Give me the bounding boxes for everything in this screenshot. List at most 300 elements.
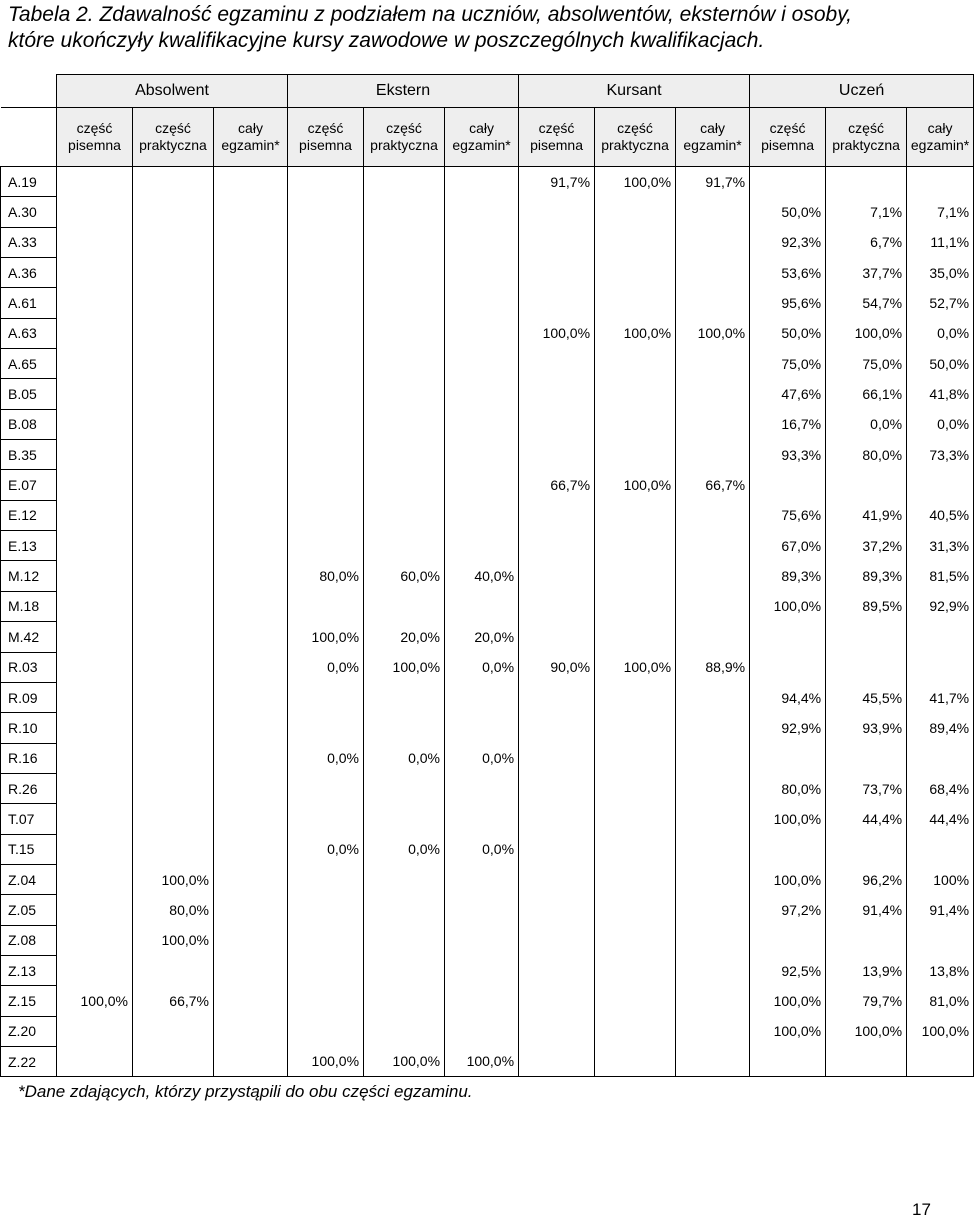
value-cell xyxy=(519,197,595,227)
qualification-code: M.12 xyxy=(1,561,57,591)
value-cell: 73,7% xyxy=(826,773,907,803)
value-cell xyxy=(364,440,445,470)
value-cell xyxy=(133,440,214,470)
value-cell: 75,0% xyxy=(750,349,826,379)
value-cell xyxy=(595,258,676,288)
qualification-code: E.07 xyxy=(1,470,57,500)
value-cell: 91,7% xyxy=(519,167,595,197)
value-cell: 0,0% xyxy=(364,834,445,864)
value-cell xyxy=(750,652,826,682)
table-row xyxy=(1,682,974,712)
table-row xyxy=(1,773,974,803)
value-cell xyxy=(676,1016,750,1046)
value-cell xyxy=(595,955,676,985)
value-cell xyxy=(133,561,214,591)
value-cell xyxy=(214,379,288,409)
value-cell xyxy=(519,379,595,409)
table-row xyxy=(1,318,974,348)
group-header-ekstern: Ekstern xyxy=(288,75,519,108)
value-cell xyxy=(519,986,595,1016)
value-cell xyxy=(445,470,519,500)
value-cell xyxy=(214,167,288,197)
qualification-code: B.08 xyxy=(1,409,57,439)
value-cell: 0,0% xyxy=(288,652,364,682)
value-cell xyxy=(288,227,364,257)
value-cell xyxy=(826,1046,907,1076)
value-cell xyxy=(364,682,445,712)
value-cell: 92,9% xyxy=(750,713,826,743)
value-cell: 66,1% xyxy=(826,379,907,409)
value-cell xyxy=(364,500,445,530)
value-cell xyxy=(57,743,133,773)
value-cell: 37,7% xyxy=(826,258,907,288)
subcol-header-line1: część xyxy=(76,120,113,136)
qualification-code: R.16 xyxy=(1,743,57,773)
subcol-header xyxy=(57,108,133,167)
table-row xyxy=(1,652,974,682)
value-cell: 13,8% xyxy=(907,955,974,985)
subcol-header xyxy=(907,108,974,167)
value-cell: 100,0% xyxy=(595,470,676,500)
value-cell xyxy=(595,864,676,894)
value-cell: 37,2% xyxy=(826,531,907,561)
value-cell xyxy=(519,409,595,439)
value-cell xyxy=(133,531,214,561)
table-row xyxy=(1,804,974,834)
value-cell xyxy=(288,1016,364,1046)
subcol-header xyxy=(595,108,676,167)
value-cell xyxy=(519,531,595,561)
subcol-header xyxy=(364,108,445,167)
value-cell xyxy=(595,804,676,834)
value-cell xyxy=(288,713,364,743)
value-cell xyxy=(288,804,364,834)
subcol-header xyxy=(288,108,364,167)
value-cell xyxy=(519,773,595,803)
value-cell xyxy=(57,500,133,530)
value-cell xyxy=(445,682,519,712)
qualification-code: A.61 xyxy=(1,288,57,318)
subcol-header xyxy=(826,108,907,167)
value-cell: 100,0% xyxy=(907,1016,974,1046)
value-cell xyxy=(214,713,288,743)
value-cell xyxy=(750,1046,826,1076)
value-cell xyxy=(288,682,364,712)
value-cell xyxy=(133,955,214,985)
value-cell xyxy=(519,955,595,985)
value-cell xyxy=(288,258,364,288)
value-cell xyxy=(364,531,445,561)
value-cell xyxy=(57,531,133,561)
value-cell: 7,1% xyxy=(826,197,907,227)
value-cell: 6,7% xyxy=(826,227,907,257)
subcol-header-line2: praktyczna xyxy=(370,137,438,153)
value-cell: 100,0% xyxy=(595,652,676,682)
value-cell xyxy=(57,288,133,318)
value-cell xyxy=(57,349,133,379)
value-cell xyxy=(676,197,750,227)
value-cell xyxy=(214,440,288,470)
value-cell xyxy=(676,804,750,834)
value-cell xyxy=(133,288,214,318)
table-row xyxy=(1,227,974,257)
qualification-code: Z.04 xyxy=(1,864,57,894)
value-cell: 80,0% xyxy=(133,895,214,925)
value-cell: 41,7% xyxy=(907,682,974,712)
qualification-code: Z.20 xyxy=(1,1016,57,1046)
value-cell xyxy=(445,500,519,530)
qualification-code: Z.22 xyxy=(1,1046,57,1076)
value-cell xyxy=(750,470,826,500)
value-cell xyxy=(595,743,676,773)
value-cell xyxy=(676,227,750,257)
value-cell: 75,0% xyxy=(826,349,907,379)
value-cell xyxy=(519,349,595,379)
value-cell xyxy=(595,925,676,955)
qualification-code: B.35 xyxy=(1,440,57,470)
value-cell xyxy=(676,531,750,561)
group-header-absolwent: Absolwent xyxy=(57,75,288,108)
table-row xyxy=(1,470,974,500)
value-cell xyxy=(214,531,288,561)
value-cell: 40,5% xyxy=(907,500,974,530)
value-cell xyxy=(595,1016,676,1046)
value-cell xyxy=(445,349,519,379)
value-cell: 100,0% xyxy=(595,167,676,197)
value-cell xyxy=(595,986,676,1016)
value-cell: 93,9% xyxy=(826,713,907,743)
value-cell xyxy=(133,349,214,379)
value-cell xyxy=(288,197,364,227)
value-cell: 20,0% xyxy=(364,622,445,652)
value-cell: 45,5% xyxy=(826,682,907,712)
value-cell xyxy=(364,925,445,955)
value-cell xyxy=(288,531,364,561)
results-table xyxy=(0,74,974,1077)
value-cell xyxy=(288,955,364,985)
qualification-code: R.26 xyxy=(1,773,57,803)
value-cell xyxy=(214,986,288,1016)
value-cell xyxy=(364,1016,445,1046)
value-cell: 100% xyxy=(907,864,974,894)
value-cell xyxy=(364,470,445,500)
value-cell xyxy=(57,804,133,834)
value-cell xyxy=(445,804,519,834)
value-cell xyxy=(445,167,519,197)
value-cell: 96,2% xyxy=(826,864,907,894)
value-cell xyxy=(676,440,750,470)
subcol-header-line1: cały xyxy=(469,120,494,136)
subcol-header xyxy=(133,108,214,167)
qualification-code: R.03 xyxy=(1,652,57,682)
value-cell xyxy=(826,834,907,864)
table-row xyxy=(1,864,974,894)
value-cell xyxy=(445,895,519,925)
value-cell xyxy=(445,288,519,318)
value-cell xyxy=(57,1016,133,1046)
value-cell: 93,3% xyxy=(750,440,826,470)
subcol-header-line1: część xyxy=(617,120,653,136)
value-cell xyxy=(288,500,364,530)
value-cell xyxy=(595,561,676,591)
qualification-code: E.12 xyxy=(1,500,57,530)
value-cell xyxy=(364,227,445,257)
value-cell: 52,7% xyxy=(907,288,974,318)
value-cell xyxy=(214,955,288,985)
value-cell xyxy=(676,409,750,439)
value-cell xyxy=(214,1046,288,1076)
value-cell xyxy=(445,531,519,561)
table-row xyxy=(1,258,974,288)
value-cell xyxy=(907,1046,974,1076)
subcol-header xyxy=(445,108,519,167)
value-cell xyxy=(750,925,826,955)
value-cell xyxy=(133,591,214,621)
value-cell: 100,0% xyxy=(595,318,676,348)
value-cell: 92,9% xyxy=(907,591,974,621)
value-cell xyxy=(214,834,288,864)
table-row xyxy=(1,561,974,591)
value-cell: 100,0% xyxy=(288,622,364,652)
qualification-code: T.15 xyxy=(1,834,57,864)
value-cell xyxy=(133,258,214,288)
subcol-header-line2: pisemna xyxy=(68,137,121,153)
value-cell xyxy=(288,864,364,894)
value-cell xyxy=(57,440,133,470)
value-cell xyxy=(445,1016,519,1046)
value-cell xyxy=(519,925,595,955)
value-cell xyxy=(133,409,214,439)
value-cell xyxy=(57,682,133,712)
qualification-code: Z.05 xyxy=(1,895,57,925)
value-cell xyxy=(57,227,133,257)
qualification-code: M.42 xyxy=(1,622,57,652)
value-cell xyxy=(445,197,519,227)
qualification-code: B.05 xyxy=(1,379,57,409)
table-row xyxy=(1,925,974,955)
value-cell xyxy=(288,440,364,470)
value-cell xyxy=(595,773,676,803)
value-cell: 100,0% xyxy=(750,591,826,621)
subcol-header xyxy=(750,108,826,167)
value-cell xyxy=(364,349,445,379)
value-cell xyxy=(826,622,907,652)
value-cell: 0,0% xyxy=(364,743,445,773)
value-cell: 80,0% xyxy=(826,440,907,470)
value-cell: 50,0% xyxy=(907,349,974,379)
value-cell xyxy=(676,682,750,712)
value-cell: 100,0% xyxy=(57,986,133,1016)
value-cell xyxy=(676,925,750,955)
value-cell xyxy=(676,955,750,985)
value-cell xyxy=(595,379,676,409)
value-cell xyxy=(288,167,364,197)
value-cell xyxy=(676,288,750,318)
value-cell xyxy=(133,652,214,682)
value-cell xyxy=(595,227,676,257)
value-cell: 60,0% xyxy=(364,561,445,591)
value-cell: 0,0% xyxy=(445,652,519,682)
value-cell xyxy=(364,773,445,803)
subcol-header-line2: egzamin* xyxy=(683,137,742,153)
value-cell xyxy=(519,864,595,894)
table-row xyxy=(1,409,974,439)
subcol-header-line1: część xyxy=(538,120,575,136)
value-cell xyxy=(826,743,907,773)
value-cell: 92,3% xyxy=(750,227,826,257)
value-cell: 89,4% xyxy=(907,713,974,743)
value-cell xyxy=(750,167,826,197)
value-cell xyxy=(595,409,676,439)
subcol-header-line2: pisemna xyxy=(299,137,352,153)
subcol-header-line2: egzamin* xyxy=(452,137,511,153)
value-cell: 41,8% xyxy=(907,379,974,409)
value-cell xyxy=(214,197,288,227)
value-cell xyxy=(364,591,445,621)
value-cell xyxy=(595,288,676,318)
table-row xyxy=(1,349,974,379)
corner-cell-2 xyxy=(1,108,57,167)
value-cell xyxy=(133,500,214,530)
value-cell: 91,4% xyxy=(907,895,974,925)
value-cell xyxy=(445,591,519,621)
value-cell xyxy=(57,955,133,985)
qualification-code: A.19 xyxy=(1,167,57,197)
value-cell xyxy=(214,591,288,621)
value-cell xyxy=(907,167,974,197)
value-cell xyxy=(57,561,133,591)
qualification-code: Z.08 xyxy=(1,925,57,955)
table-row xyxy=(1,955,974,985)
value-cell xyxy=(519,258,595,288)
value-cell: 44,4% xyxy=(907,804,974,834)
value-cell xyxy=(595,197,676,227)
value-cell xyxy=(133,834,214,864)
value-cell: 0,0% xyxy=(907,409,974,439)
value-cell: 80,0% xyxy=(750,773,826,803)
value-cell: 50,0% xyxy=(750,197,826,227)
value-cell xyxy=(214,318,288,348)
value-cell: 100,0% xyxy=(750,804,826,834)
value-cell: 88,9% xyxy=(676,652,750,682)
value-cell xyxy=(133,167,214,197)
value-cell xyxy=(214,652,288,682)
value-cell xyxy=(676,561,750,591)
value-cell xyxy=(907,925,974,955)
value-cell xyxy=(519,743,595,773)
subcol-header-line1: cały xyxy=(700,120,726,136)
value-cell: 73,3% xyxy=(907,440,974,470)
value-cell: 11,1% xyxy=(907,227,974,257)
value-cell xyxy=(288,318,364,348)
value-cell xyxy=(676,773,750,803)
value-cell: 80,0% xyxy=(288,561,364,591)
value-cell: 35,0% xyxy=(907,258,974,288)
value-cell xyxy=(826,470,907,500)
value-cell xyxy=(288,409,364,439)
subcol-header-line2: pisemna xyxy=(530,137,583,153)
value-cell xyxy=(445,318,519,348)
qualification-code: R.09 xyxy=(1,682,57,712)
value-cell xyxy=(133,379,214,409)
table-row xyxy=(1,197,974,227)
value-cell xyxy=(595,500,676,530)
value-cell: 47,6% xyxy=(750,379,826,409)
value-cell: 91,4% xyxy=(826,895,907,925)
qualification-code: Z.15 xyxy=(1,986,57,1016)
value-cell xyxy=(445,409,519,439)
value-cell xyxy=(288,591,364,621)
subcol-header-line2: pisemna xyxy=(761,137,815,153)
value-cell: 81,5% xyxy=(907,561,974,591)
subcol-header-line1: część xyxy=(307,120,344,136)
value-cell xyxy=(519,561,595,591)
value-cell xyxy=(907,652,974,682)
value-cell xyxy=(676,986,750,1016)
subcol-header-line1: cały xyxy=(927,120,953,136)
value-cell xyxy=(364,167,445,197)
value-cell: 100,0% xyxy=(288,1046,364,1076)
value-cell xyxy=(288,470,364,500)
value-cell xyxy=(133,318,214,348)
qualification-code: E.13 xyxy=(1,531,57,561)
subcol-header xyxy=(676,108,750,167)
value-cell: 89,5% xyxy=(826,591,907,621)
value-cell xyxy=(288,288,364,318)
value-cell: 95,6% xyxy=(750,288,826,318)
group-header-kursant: Kursant xyxy=(519,75,750,108)
value-cell xyxy=(133,622,214,652)
value-cell: 53,6% xyxy=(750,258,826,288)
value-cell xyxy=(676,864,750,894)
value-cell xyxy=(57,470,133,500)
value-cell: 100,0% xyxy=(519,318,595,348)
value-cell xyxy=(364,318,445,348)
qualification-code: A.65 xyxy=(1,349,57,379)
table-row xyxy=(1,834,974,864)
value-cell xyxy=(750,622,826,652)
value-cell xyxy=(445,258,519,288)
table-row xyxy=(1,713,974,743)
value-cell xyxy=(133,773,214,803)
value-cell xyxy=(445,379,519,409)
caption-line-2: które ukończyły kwalifikacyjne kursy zawodowe w poszczególnych kwalifikacjach. xyxy=(8,29,765,52)
value-cell: 89,3% xyxy=(826,561,907,591)
value-cell: 31,3% xyxy=(907,531,974,561)
value-cell xyxy=(214,470,288,500)
value-cell xyxy=(676,743,750,773)
value-cell xyxy=(214,773,288,803)
value-cell xyxy=(214,500,288,530)
value-cell: 40,0% xyxy=(445,561,519,591)
value-cell xyxy=(214,804,288,834)
value-cell xyxy=(133,227,214,257)
value-cell xyxy=(907,622,974,652)
value-cell xyxy=(826,925,907,955)
value-cell xyxy=(519,895,595,925)
value-cell xyxy=(445,713,519,743)
value-cell: 75,6% xyxy=(750,500,826,530)
value-cell xyxy=(907,834,974,864)
value-cell xyxy=(214,561,288,591)
value-cell xyxy=(57,652,133,682)
value-cell xyxy=(57,895,133,925)
value-cell: 100,0% xyxy=(750,986,826,1016)
value-cell xyxy=(676,622,750,652)
value-cell: 100,0% xyxy=(364,652,445,682)
qualification-code: Z.13 xyxy=(1,955,57,985)
value-cell xyxy=(133,470,214,500)
